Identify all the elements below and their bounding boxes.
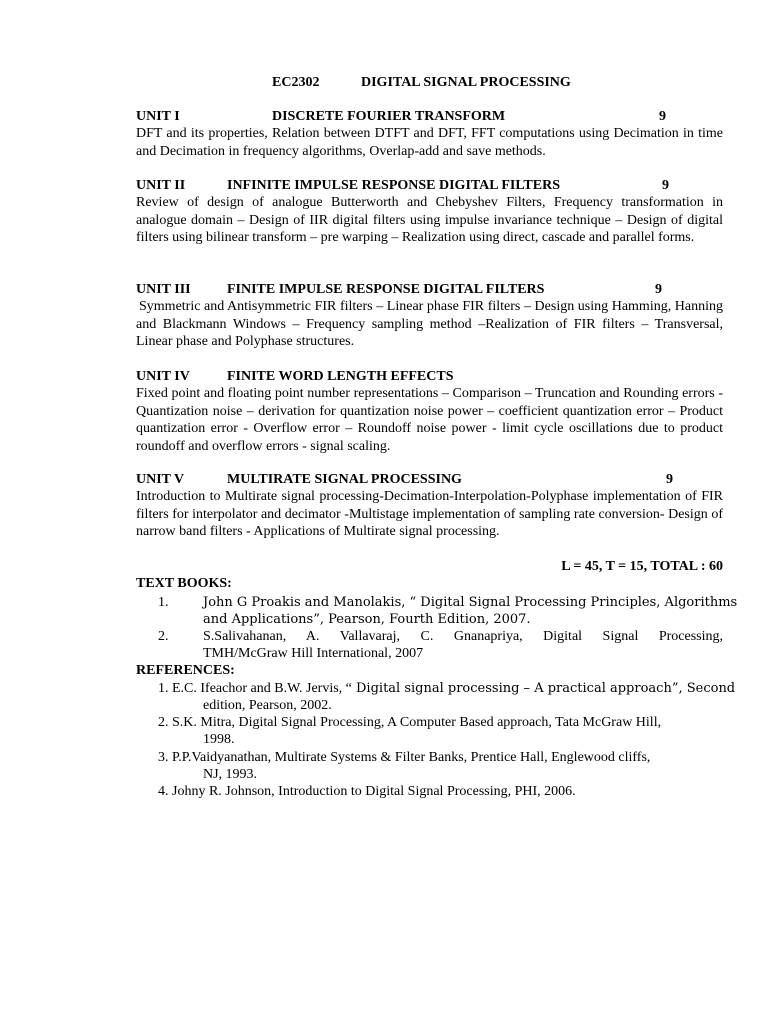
unit-3-content: Symmetric and Antisymmetric FIR filters – Linear phase FIR filters – Design using Hamming, Hanning and Blackmann Windows – Frequency sampling method –Realization of FIR filters – Transversal, Linear phase and Polyphase structures. [136, 299, 723, 349]
reference-3-line2: NJ, 1993. [203, 767, 258, 782]
text-book-2-number: 2. [158, 629, 169, 644]
reference-1-title: Digital signal processing – A practical approach”, Second [351, 681, 736, 696]
references-heading: REFERENCES: [136, 663, 235, 678]
unit-3-hours: 9 [655, 282, 662, 297]
unit-5-hours: 9 [666, 472, 673, 487]
reference-2-line1: 2. S.K. Mitra, Digital Signal Processing, A Computer Based approach, Tata McGraw Hill, [158, 715, 662, 730]
unit-5-label: UNIT V [136, 472, 185, 487]
unit-3-title: FINITE IMPULSE RESPONSE DIGITAL FILTERS [227, 282, 545, 297]
unit-1-label: UNIT I [136, 109, 180, 124]
reference-1-line2: edition, Pearson, 2002. [203, 698, 332, 713]
unit-4-content: Fixed point and floating point number representations – Comparison – Truncation and Rounding errors - Quantization noise – derivation for quantization noise power – coefficient quantization error – Product quantization error - Overflow error – Roundoff noise power - limit cycle oscillations due to product roundoff and overflow errors - signal scaling. [136, 386, 723, 454]
text-book-1-line2: and Applications”, Pearson, Fourth Edition, 2007. [203, 612, 531, 627]
text-book-2-line2: TMH/McGraw Hill International, 2007 [203, 646, 424, 661]
unit-4-title: FINITE WORD LENGTH EFFECTS [227, 369, 454, 384]
text-book-1-number: 1. [158, 595, 169, 610]
reference-3-line1: 3. P.P.Vaidyanathan, Multirate Systems & Filter Banks, Prentice Hall, Englewood cliffs, [158, 750, 651, 765]
text-books-heading: TEXT BOOKS: [136, 576, 232, 591]
hours-total: L = 45, T = 15, TOTAL : 60 [561, 559, 723, 574]
text-book-2-line1: S.Salivahanan, A. Vallavaraj, C. Gnanapriya, Digital Signal Processing, [203, 629, 723, 644]
reference-1-line1 [158, 680, 735, 697]
unit-2-title: INFINITE IMPULSE RESPONSE DIGITAL FILTERS [227, 178, 560, 193]
unit-1-title: DISCRETE FOURIER TRANSFORM [272, 109, 506, 124]
text-book-1-line1: John G Proakis and Manolakis, “ Digital Signal Processing Principles, Algorithms [203, 595, 738, 610]
unit-4-label: UNIT IV [136, 369, 190, 384]
unit-2-label: UNIT II [136, 178, 186, 193]
unit-2-hours: 9 [662, 178, 669, 193]
unit-5-title: MULTIRATE SIGNAL PROCESSING [227, 472, 462, 487]
unit-3-label: UNIT III [136, 282, 191, 297]
course-title: DIGITAL SIGNAL PROCESSING [361, 75, 571, 90]
reference-4-line1: 4. Johny R. Johnson, Introduction to Digital Signal Processing, PHI, 2006. [158, 784, 576, 799]
reference-2-line2: 1998. [203, 732, 235, 747]
course-code: EC2302 [272, 75, 320, 90]
unit-5-content: Introduction to Multirate signal processing-Decimation-Interpolation-Polyphase implementation of FIR filters for interpolator and decimator -Multistage implementation of sampling rate conversion- Design of narrow band filters - Applications of Multirate signal processing. [136, 489, 723, 539]
reference-1-authors: 1. E.C. Ifeachor and B.W. Jervis, “ [158, 681, 352, 696]
unit-1-hours: 9 [659, 109, 666, 124]
unit-1-content: DFT and its properties, Relation between DTFT and DFT, FFT computations using Decimation in time and Decimation in frequency algorithms, Overlap-add and save methods. [136, 126, 723, 159]
unit-2-content: Review of design of analogue Butterworth and Chebyshev Filters, Frequency transformation in analogue domain – Design of IIR digital filters using impulse invariance technique – Design of digital filters using bilinear transform – pre warping – Realization using direct, cascade and parallel forms. [136, 195, 723, 245]
